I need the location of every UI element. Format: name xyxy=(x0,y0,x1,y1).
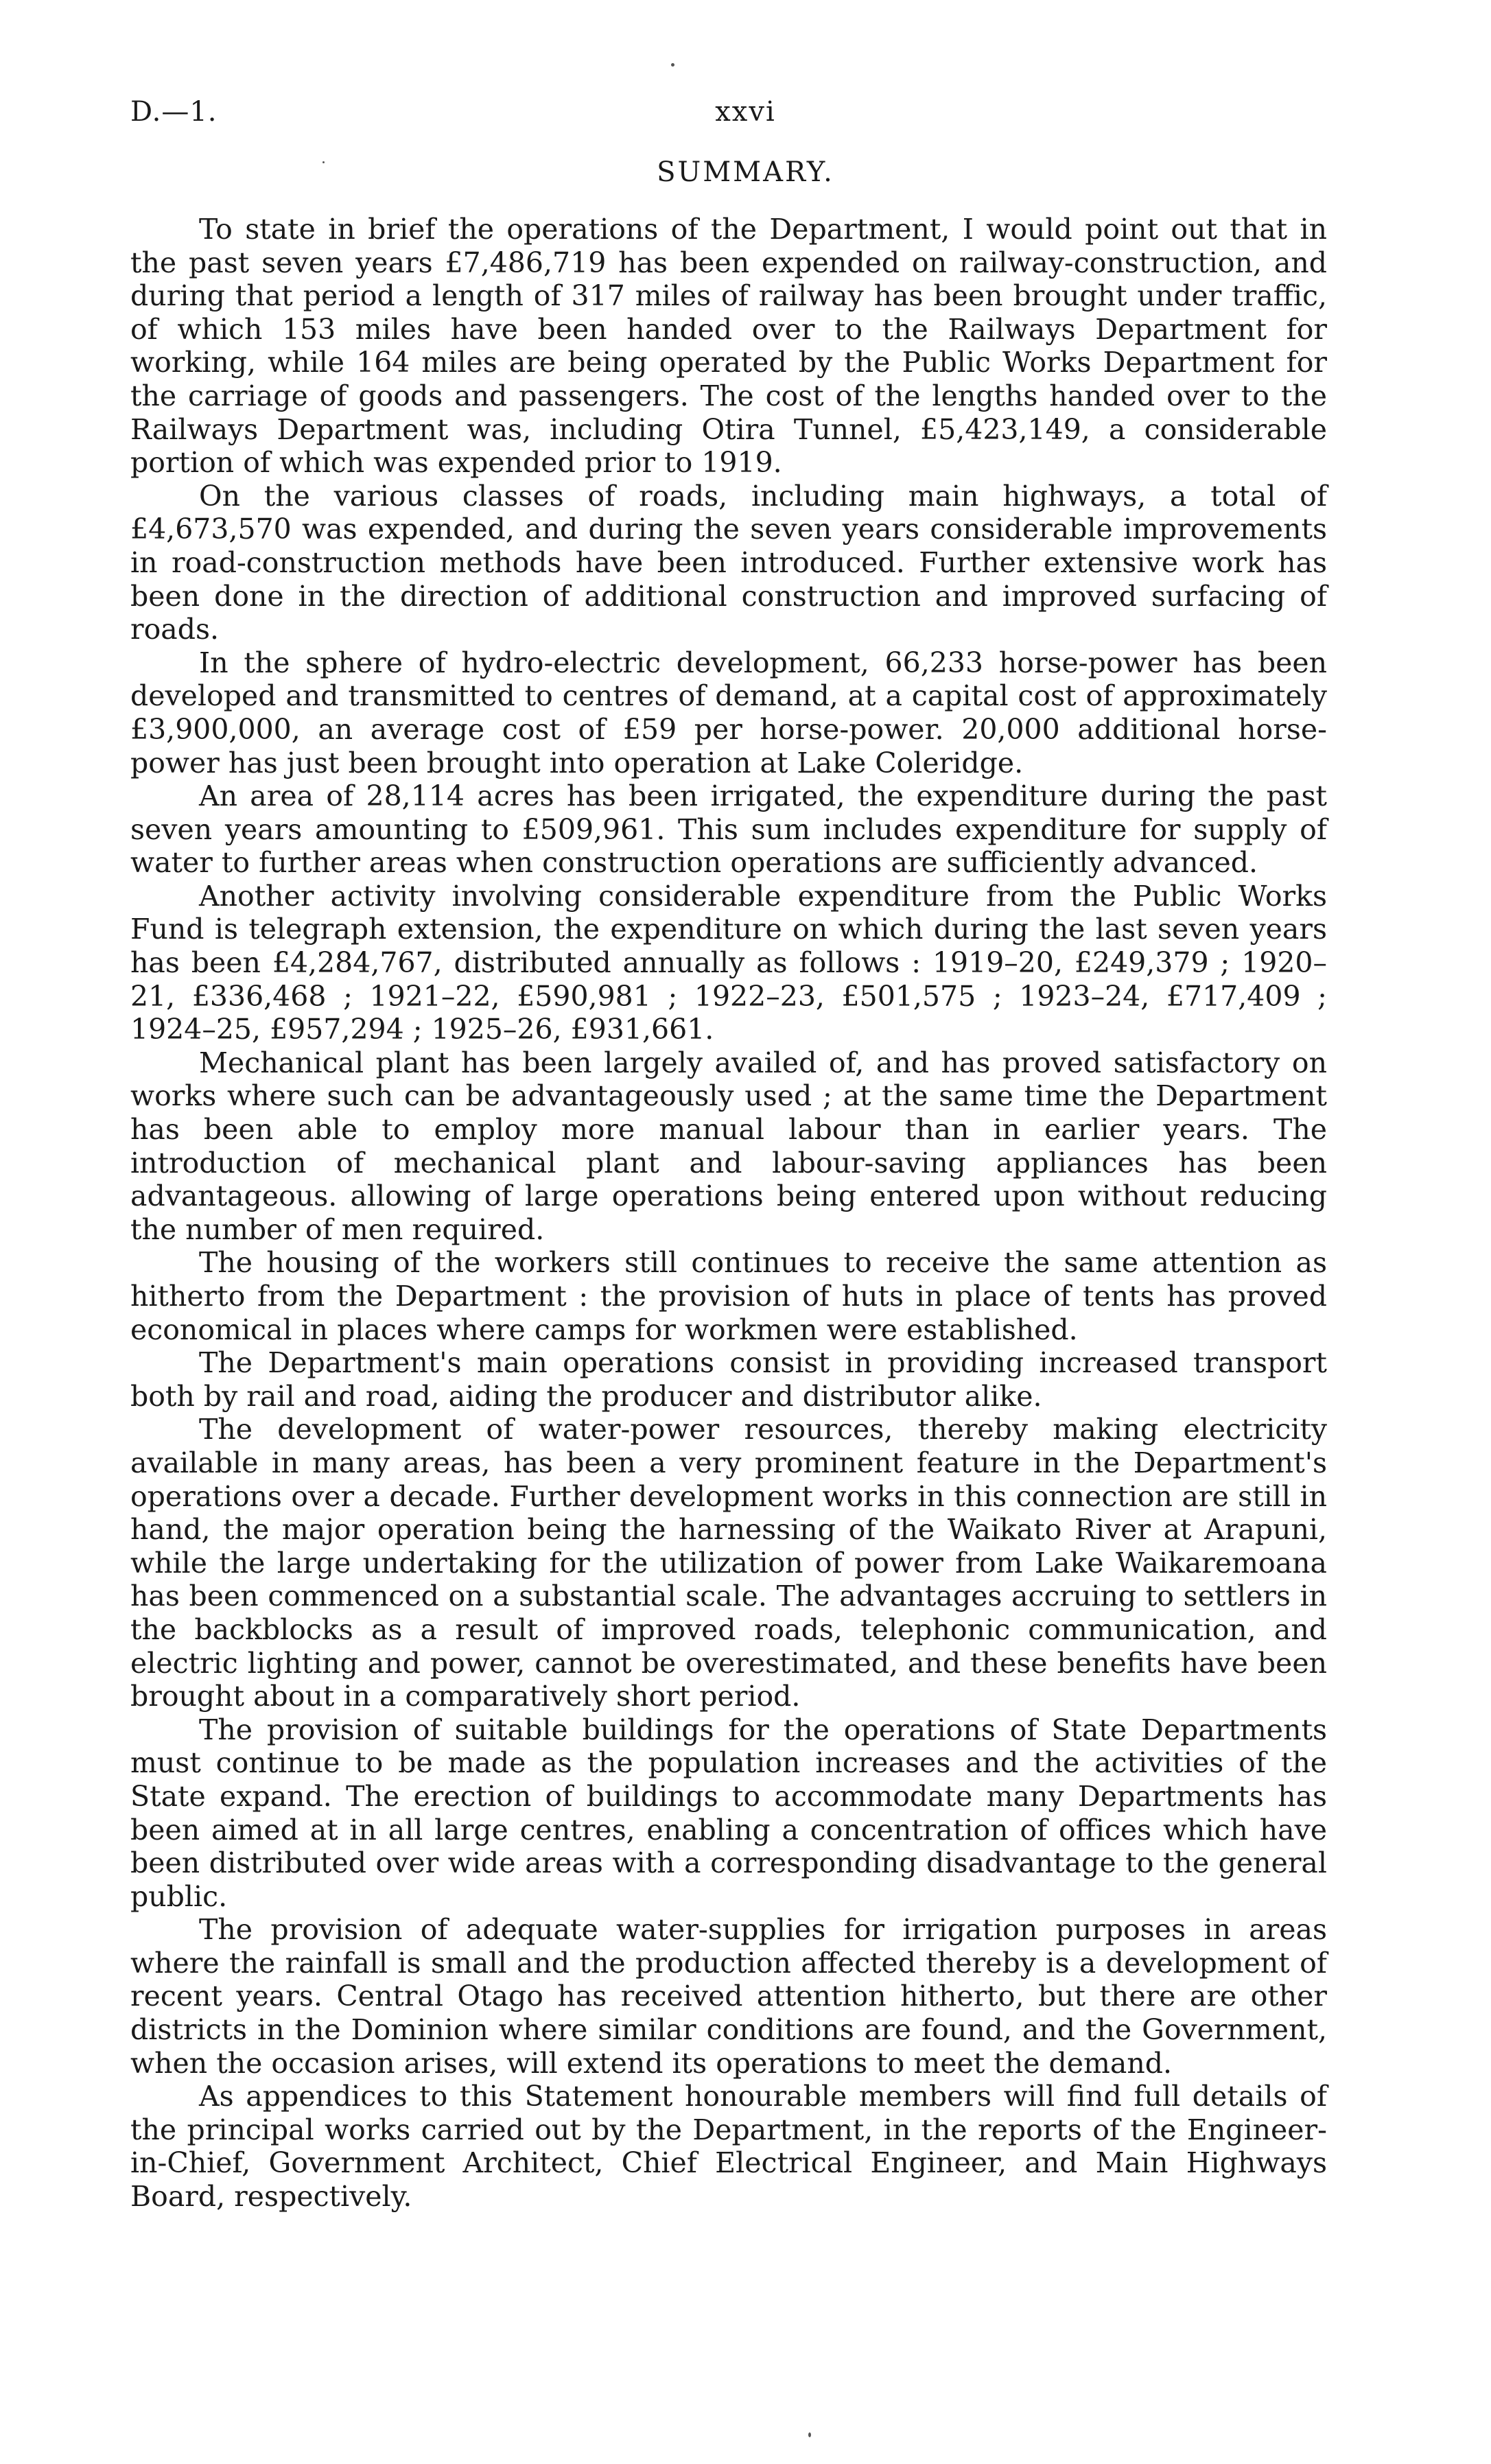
paragraph-water-power: The development of water-power resources, thereby making electricity available in many areas, has been a very prominent feature in the Department's operations over a decade. Further development works in this connection are still in hand, the major operation being the harnessing of the Waikato River at Arapuni, while the large undertaking for the utilization of power from Lake Waikaremoana has been commenced on a substantial scale. The advantages accruing to settlers in the backblocks as a result of improved roads, telephonic communication, and electric lighting and power, cannot be overestimated, and these benefits have been brought about in a comparatively short period. xyxy=(130,1413,1327,1713)
paragraph-roads: On the various classes of roads, including main highways, a total of £4,673,570 was expended, and during the seven years considerable improvements in road-construction methods have been introduced. Further extensive work has been done in the direction of additional construction and improved surfacing of roads. xyxy=(130,479,1327,646)
page-title: SUMMARY. xyxy=(657,156,834,188)
paragraph-irrigation: An area of 28,114 acres has been irrigated, the expenditure during the past seven years amounting to £509,961. This sum includes expenditure for supply of water to further areas when construction operations are sufficiently advanced. xyxy=(130,779,1327,880)
paragraph-buildings: The provision of suitable buildings for the operations of State Departments must continue to be made as the population increases and the activities of the State expand. The erection of buildings to accommodate many Departments has been aimed at in all large centres, enabling a concentration of offices which have been distributed over wide areas with a corresponding disadvantage to the general public. xyxy=(130,1713,1327,1913)
paragraph-main-operations: The Department's main operations consist in providing increased transport both by rail and road, aiding the producer and distributor alike. xyxy=(130,1346,1327,1413)
paragraph-hydro-electric: In the sphere of hydro-electric development, 66,233 horse-power has been developed and transmitted to centres of demand, at a capital cost of approximately £3,900,000, an average cost of £59 per horse-power. 20,000 additional horse-power has just been brought into operation at Lake Coleridge. xyxy=(130,646,1327,779)
paragraph-telegraph: Another activity involving considerable expenditure from the Public Works Fund is telegraph extension, the expenditure on which during the last seven years has been £4,284,767, distributed annually as follows : 1919–20, £249,379 ; 1920–21, £336,468 ; 1921–22, £590,981 ; 1922–23, £501,575 ; 1923–24, £717,409 ; 1924–25, £957,294 ; 1925–26, £931,661. xyxy=(130,879,1327,1046)
summary-body xyxy=(130,213,1327,2214)
paragraph-appendices: As appendices to this Statement honourable members will find full details of the principal works carried out by the Department, in the reports of the Engineer-in-Chief, Government Architect, Chief Electrical Engineer, and Main Highways Board, respectively. xyxy=(130,2080,1327,2214)
scan-speck xyxy=(671,63,674,67)
page-number: xxvi xyxy=(715,96,776,128)
paragraph-railways: To state in brief the operations of the Department, I would point out that in the past seven years £7,486,719 has been expended on railway-construction, and during that period a length of 317 miles of railway has been brought under traffic, of which 153 miles have been handed over to the Railways Department for working, while 164 miles are being operated by the Public Works Department for the carriage of goods and passengers. The cost of the lengths handed over to the Railways Department was, including Otira Tunnel, £5,423,149, a considerable portion of which was expended prior to 1919. xyxy=(130,213,1327,480)
paragraph-mechanical-plant: Mechanical plant has been largely availed of, and has proved satisfactory on works where such can be advantageously used ; at the same time the Department has been able to employ more manual labour than in earlier years. The introduction of mechanical plant and labour-saving appliances has been advantageous. allowing of large operations being entered upon without reducing the number of men required. xyxy=(130,1046,1327,1246)
paragraph-housing: The housing of the workers still continues to receive the same attention as hitherto from the Department : the provision of huts in place of tents has proved economical in places where camps for workmen were established. xyxy=(130,1246,1327,1346)
paragraph-water-supplies: The provision of adequate water-supplies for irrigation purposes in areas where the rainfall is small and the production affected thereby is a development of recent years. Central Otago has received attention hitherto, but there are other districts in the Dominion where similar conditions are found, and the Government, when the occasion arises, will extend its operations to meet the demand. xyxy=(130,1913,1327,2080)
scan-speck xyxy=(322,161,325,163)
document-reference: D.—1. xyxy=(130,96,218,128)
scan-speck xyxy=(808,2432,811,2437)
